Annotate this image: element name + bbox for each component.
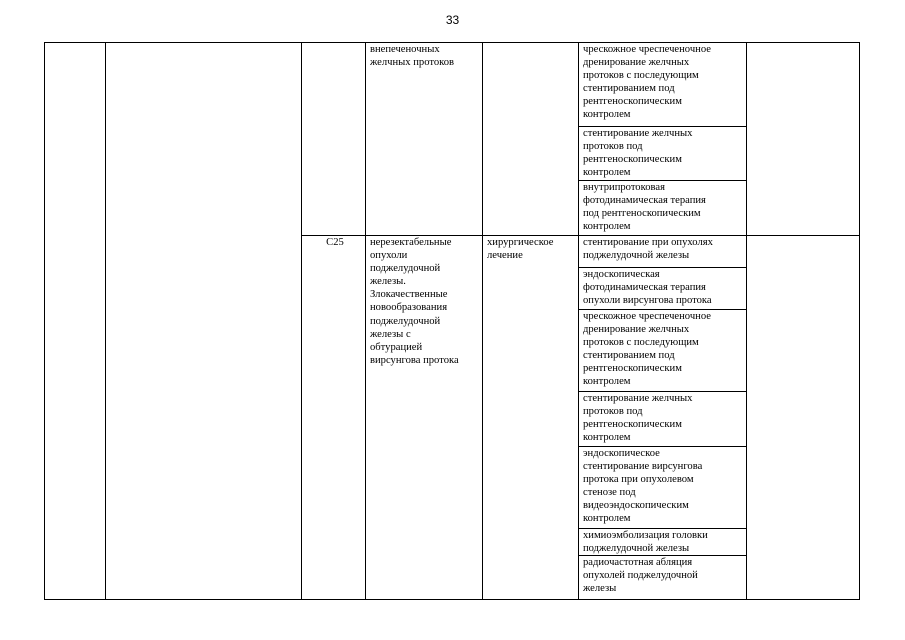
table-border-right [859,42,860,600]
column-divider [365,42,366,600]
icd-code-cell: C25 [326,237,344,248]
column-divider [482,42,483,600]
column-divider [746,42,747,600]
method-cell: стентирование желчных протоков под рентгеноскопическим контролем [583,128,693,179]
diagnosis-cell: внепеченочных желчных протоков [370,44,455,69]
method-cell: эндоскопическое стентирование вирсунгова протока при опухолевом стенозе под видеоэндоскопическим контролем [583,448,703,525]
diagnosis-cell: нерезектабельные опухоли поджелудочной железы. Злокачественные новообразования поджелудочной железы с обтурацией вирсунгова протока [370,237,459,366]
method-cell: химиоэмболизация головки поджелудочной железы [583,530,708,555]
method-cell: эндоскопическая фотодинамическая терапия опухоли вирсунгова протока [583,269,712,307]
method-cell: внутрипротоковая фотодинамическая терапия под рентгеноскопическим контролем [583,182,706,233]
table-border-left [44,42,45,600]
method-cell: радиочастотная абляция опухолей поджелудочной железы [583,557,698,595]
table-border-bottom [44,599,860,600]
method-cell: стентирование желчных протоков под рентгеноскопическим контролем [583,393,693,444]
method-cell: чрескожное чреспеченочное дренирование желчных протоков с последующим стентированием под рентгеноскопическим контролем [583,44,711,121]
column-divider [301,42,302,600]
page-number: 33 [445,13,460,27]
medical-procedures-table [44,42,860,600]
treatment-type-cell: хирургическое лечение [487,237,554,262]
method-cell: стентирование при опухолях поджелудочной железы [583,237,713,262]
method-cell: чрескожное чреспеченочное дренирование желчных протоков с последующим стентированием под рентгеноскопическим контролем [583,311,711,388]
column-divider [105,42,106,600]
